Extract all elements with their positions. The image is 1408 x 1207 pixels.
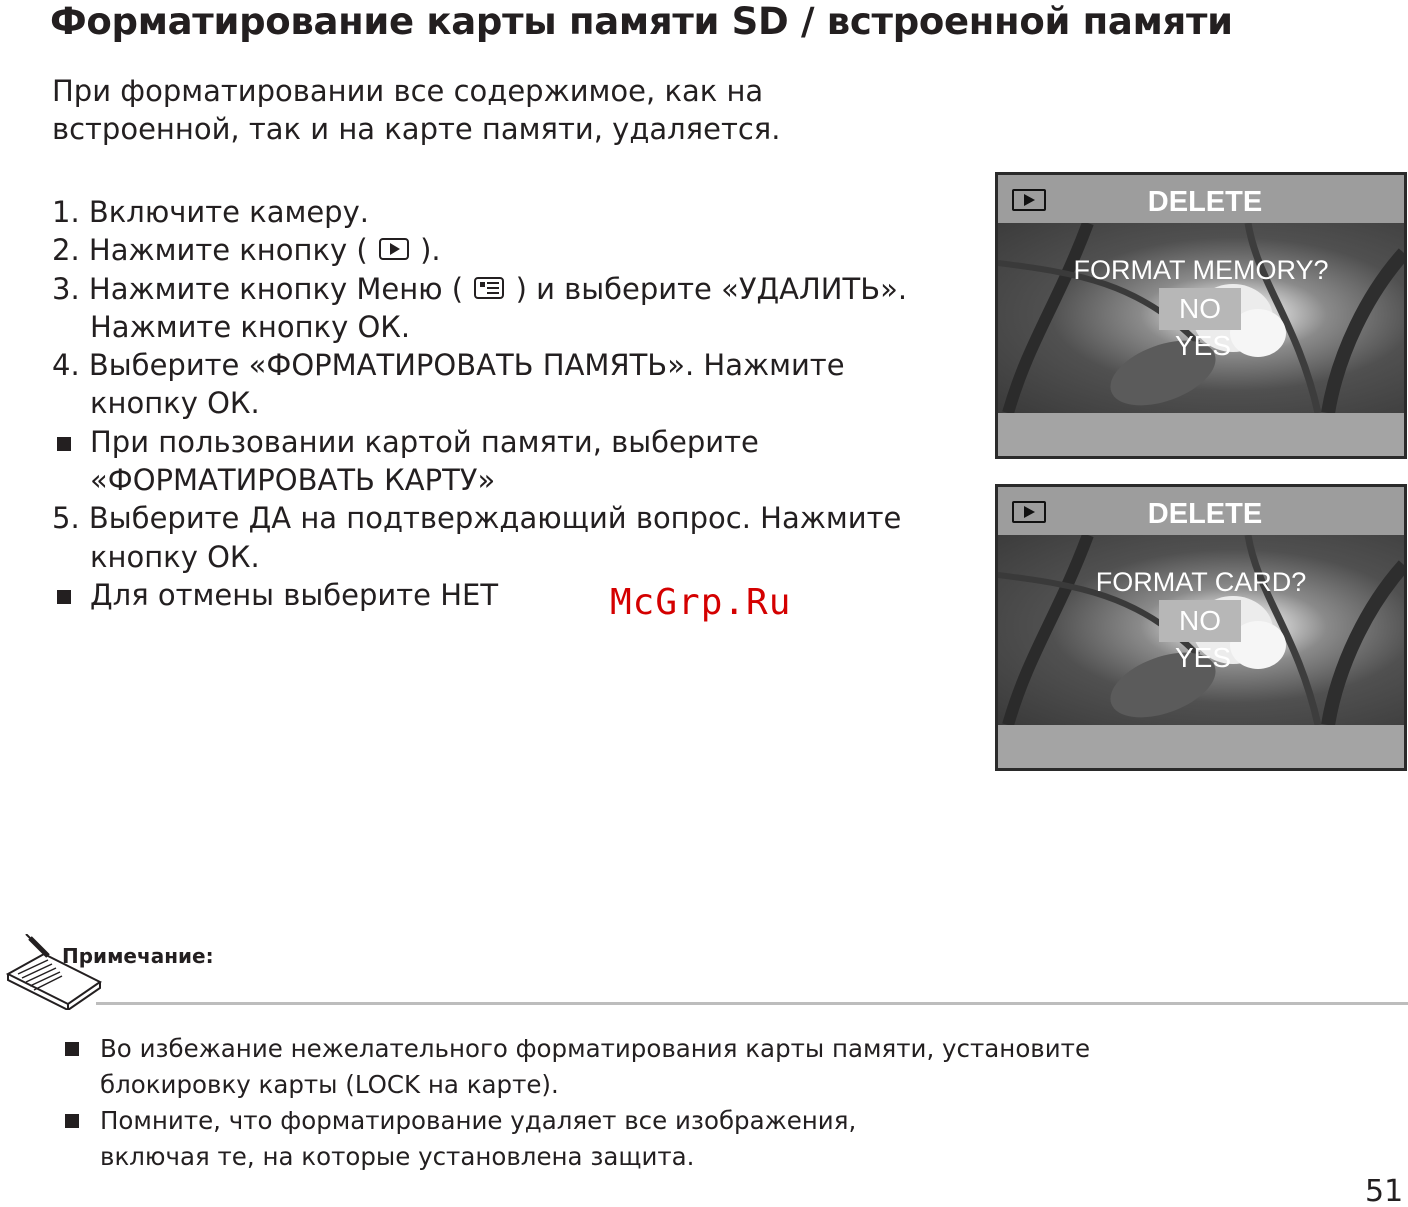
step-4-continued: кнопку ОК.: [90, 386, 260, 421]
screen-header: [998, 175, 1404, 223]
bullet-card-format: [52, 423, 952, 461]
bullet-square-icon: [65, 1114, 79, 1128]
menu-button-icon: [474, 277, 504, 299]
note-line: Во избежание нежелательного форматирования карты памяти, установите: [100, 1034, 1091, 1063]
step-3-continued: Нажмите кнопку ОК.: [90, 309, 411, 344]
step-3: [52, 270, 952, 308]
step-2: [52, 231, 952, 269]
step-5: 5. Выберите ДА на подтверждающий вопрос. Нажмите: [52, 501, 902, 536]
screen-header-title: DELETE: [1147, 498, 1263, 530]
intro-paragraph: [52, 72, 872, 148]
screen-header-title: DELETE: [1147, 186, 1263, 218]
format-question: FORMAT MEMORY?: [1073, 255, 1329, 285]
step-3-text: 3. Нажмите кнопку Меню (: [52, 271, 464, 306]
bullet-card-format-continued: «ФОРМАТИРОВАТЬ КАРТУ»: [90, 463, 496, 498]
step-2-text: 2. Нажмите кнопку (: [52, 233, 368, 268]
screen-footer: [998, 725, 1404, 771]
page-title: Форматирование карты памяти SD / встроенной памяти: [50, 0, 1233, 43]
note-line: блокировку карты (LOCK на карте).: [100, 1070, 559, 1099]
option-no-selected[interactable]: NO: [1159, 288, 1241, 330]
note-label: Примечание:: [62, 944, 214, 968]
instruction-steps: [52, 193, 952, 614]
bullet-square-icon: [57, 590, 71, 604]
note-line: Помните, что форматирование удаляет все изображения,: [100, 1106, 857, 1135]
step-1: 1. Включите камеру.: [52, 195, 369, 229]
step-5-continued: кнопку ОК.: [90, 539, 260, 574]
intro-line: При форматировании все содержимое, как на: [52, 74, 764, 108]
option-no-selected[interactable]: NO: [1159, 600, 1241, 642]
option-yes[interactable]: YES: [1174, 642, 1232, 673]
note-list: [100, 1031, 1250, 1175]
note-line: включая те, на которые установлена защита.: [100, 1142, 695, 1171]
page-number: 51: [1365, 1174, 1404, 1207]
screen-header: [998, 487, 1404, 535]
step-3-text-end: ) и выберите «УДАЛИТЬ».: [515, 271, 908, 306]
watermark: McGrp.Ru: [610, 582, 792, 623]
divider: [96, 1002, 1408, 1005]
camera-screen-format-card: [995, 484, 1407, 771]
screen-footer: [998, 413, 1404, 459]
step-2-text-end: ).: [420, 233, 441, 268]
play-button-icon: [379, 238, 409, 260]
intro-line: встроенной, так и на карте памяти, удаляется.: [52, 112, 781, 146]
step-4: 4. Выберите «ФОРМАТИРОВАТЬ ПАМЯТЬ». Нажмите: [52, 348, 845, 383]
note-item: [100, 1103, 1250, 1175]
note-item: [100, 1031, 1250, 1103]
bullet-square-icon: [57, 437, 71, 451]
option-yes[interactable]: YES: [1174, 330, 1232, 361]
bullet-text: Для отмены выберите НЕТ: [90, 577, 499, 612]
bullet-square-icon: [65, 1042, 79, 1056]
format-question: FORMAT CARD?: [1095, 567, 1307, 597]
camera-screen-format-memory: [995, 172, 1407, 459]
bullet-text: При пользовании картой памяти, выберите: [90, 424, 759, 459]
bullet-cancel: [52, 576, 952, 614]
